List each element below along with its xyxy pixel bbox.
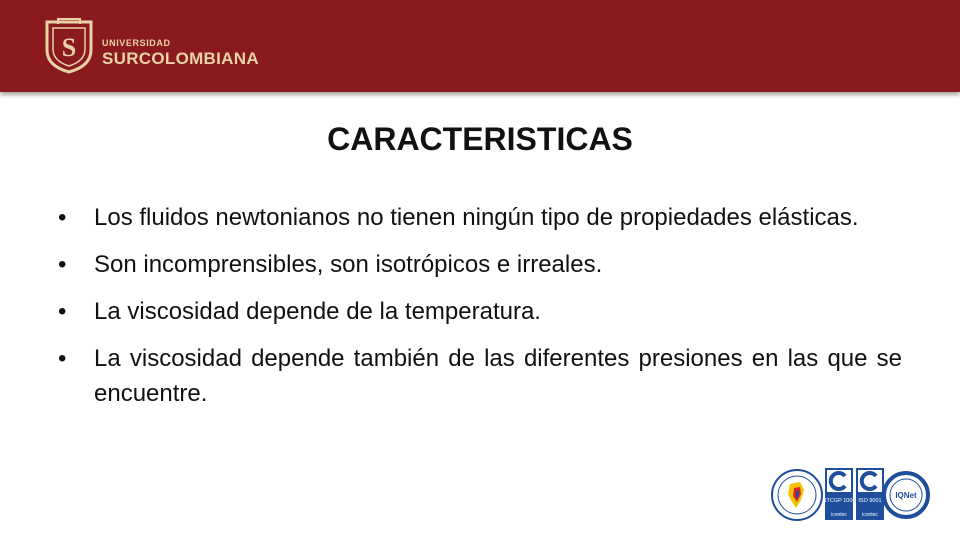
badge2-label: ISO 9001 <box>858 498 882 504</box>
bullet-list <box>58 200 902 423</box>
university-logo[interactable] <box>44 16 264 76</box>
colombia-seal-icon <box>772 470 822 520</box>
badge1-label: NTCGP 1000 <box>822 498 856 504</box>
bullet-marker: • <box>58 204 67 231</box>
certification-logos <box>770 464 930 526</box>
bullet-item <box>58 247 902 282</box>
bullet-item <box>58 341 902 411</box>
slide-title: CARACTERISTICAS <box>327 121 633 157</box>
bullet-marker: • <box>58 251 67 278</box>
logo-line-1: UNIVERSIDAD <box>102 38 171 48</box>
shield-letter: S <box>61 33 77 62</box>
header-bar <box>0 0 960 92</box>
badge2-footer: icontec <box>862 512 878 518</box>
icontec-ntcgp-badge-icon <box>823 468 856 520</box>
bullet-text: Los fluidos newtonianos no tienen ningún tipo de propiedades elásticas. <box>94 204 859 231</box>
bullet-marker: • <box>58 298 67 325</box>
bullet-text: La viscosidad depende también de las diferentes presiones en las que se encuentre. <box>94 345 902 407</box>
logo-line-2: SURCOLOMBIANA <box>102 49 259 68</box>
university-shield-icon <box>44 16 94 74</box>
bullet-marker: • <box>58 345 67 372</box>
bullet-item <box>58 200 902 235</box>
iqnet-seal-icon <box>884 473 928 517</box>
iqnet-label: IQNet <box>895 491 917 500</box>
icontec-iso-badge-icon <box>856 468 884 520</box>
bullet-text: Son incomprensibles, son isotrópicos e irreales. <box>94 251 603 278</box>
bullet-text: La viscosidad depende de la temperatura. <box>94 298 541 325</box>
badge1-footer: icontec <box>831 512 847 518</box>
bullet-item <box>58 294 902 329</box>
